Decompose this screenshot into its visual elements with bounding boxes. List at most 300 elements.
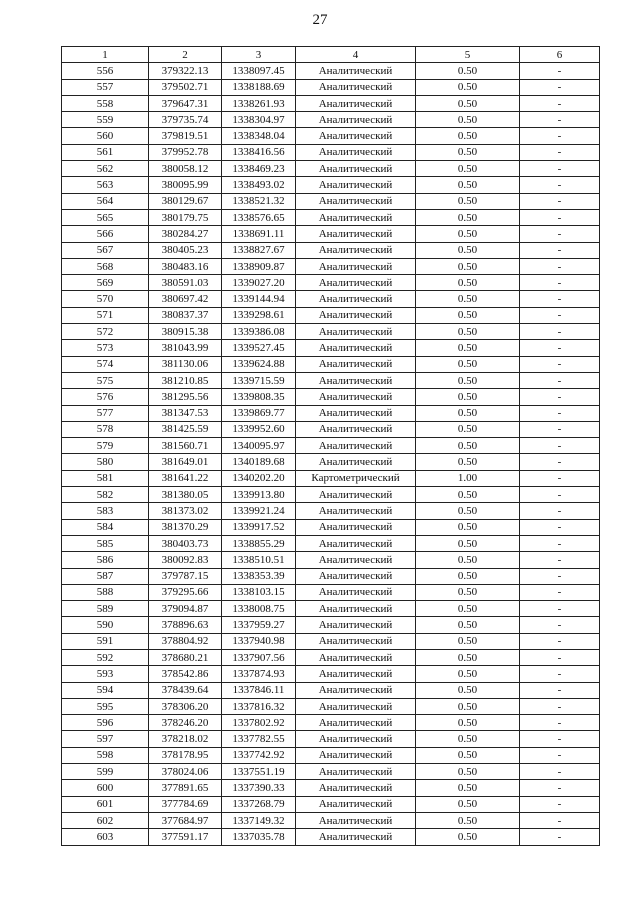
method-cell: Аналитический	[296, 144, 416, 160]
x-coordinate-cell: 380095.99	[149, 177, 222, 193]
method-cell: Аналитический	[296, 356, 416, 372]
point-number-cell: 596	[62, 715, 149, 731]
accuracy-cell: 0.50	[416, 584, 520, 600]
accuracy-cell: 1.00	[416, 470, 520, 486]
x-coordinate-cell: 381347.53	[149, 405, 222, 421]
x-coordinate-cell: 379952.78	[149, 144, 222, 160]
point-number-cell: 574	[62, 356, 149, 372]
point-number-cell: 567	[62, 242, 149, 258]
accuracy-cell: 0.50	[416, 535, 520, 551]
y-coordinate-cell: 1340095.97	[222, 438, 296, 454]
table-row	[62, 79, 600, 95]
note-cell: -	[520, 812, 600, 828]
point-number-cell: 572	[62, 324, 149, 340]
table-row	[62, 584, 600, 600]
y-coordinate-cell: 1337802.92	[222, 715, 296, 731]
note-cell: -	[520, 552, 600, 568]
accuracy-cell: 0.50	[416, 552, 520, 568]
method-cell: Аналитический	[296, 226, 416, 242]
method-cell: Аналитический	[296, 698, 416, 714]
table-row	[62, 812, 600, 828]
accuracy-cell: 0.50	[416, 796, 520, 812]
note-cell: -	[520, 601, 600, 617]
note-cell: -	[520, 372, 600, 388]
accuracy-cell: 0.50	[416, 258, 520, 274]
note-cell: -	[520, 584, 600, 600]
note-cell: -	[520, 421, 600, 437]
y-coordinate-cell: 1339624.88	[222, 356, 296, 372]
accuracy-cell: 0.50	[416, 747, 520, 763]
table-row	[62, 764, 600, 780]
accuracy-cell: 0.50	[416, 95, 520, 111]
note-cell: -	[520, 307, 600, 323]
column-header-1: 1	[62, 47, 149, 63]
x-coordinate-cell: 381370.29	[149, 519, 222, 535]
note-cell: -	[520, 698, 600, 714]
table-row	[62, 242, 600, 258]
note-cell: -	[520, 682, 600, 698]
point-number-cell: 588	[62, 584, 149, 600]
method-cell: Аналитический	[296, 584, 416, 600]
point-number-cell: 589	[62, 601, 149, 617]
y-coordinate-cell: 1337390.33	[222, 780, 296, 796]
point-number-cell: 603	[62, 829, 149, 845]
method-cell: Аналитический	[296, 796, 416, 812]
table-row	[62, 829, 600, 845]
note-cell: -	[520, 258, 600, 274]
point-number-cell: 556	[62, 63, 149, 79]
note-cell: -	[520, 715, 600, 731]
table-row	[62, 666, 600, 682]
x-coordinate-cell: 380129.67	[149, 193, 222, 209]
method-cell: Аналитический	[296, 307, 416, 323]
y-coordinate-cell: 1338827.67	[222, 242, 296, 258]
point-number-cell: 569	[62, 275, 149, 291]
method-cell: Аналитический	[296, 666, 416, 682]
table-row	[62, 780, 600, 796]
method-cell: Аналитический	[296, 535, 416, 551]
note-cell: -	[520, 95, 600, 111]
method-cell: Аналитический	[296, 503, 416, 519]
x-coordinate-cell: 381560.71	[149, 438, 222, 454]
y-coordinate-cell: 1338521.32	[222, 193, 296, 209]
accuracy-cell: 0.50	[416, 731, 520, 747]
method-cell: Аналитический	[296, 372, 416, 388]
y-coordinate-cell: 1338348.04	[222, 128, 296, 144]
accuracy-cell: 0.50	[416, 829, 520, 845]
note-cell: -	[520, 324, 600, 340]
point-number-cell: 578	[62, 421, 149, 437]
accuracy-cell: 0.50	[416, 633, 520, 649]
note-cell: -	[520, 226, 600, 242]
note-cell: -	[520, 764, 600, 780]
point-number-cell: 584	[62, 519, 149, 535]
method-cell: Картометрический	[296, 470, 416, 486]
accuracy-cell: 0.50	[416, 601, 520, 617]
x-coordinate-cell: 380284.27	[149, 226, 222, 242]
y-coordinate-cell: 1338576.65	[222, 209, 296, 225]
note-cell: -	[520, 796, 600, 812]
table-row	[62, 63, 600, 79]
accuracy-cell: 0.50	[416, 454, 520, 470]
y-coordinate-cell: 1338097.45	[222, 63, 296, 79]
method-cell: Аналитический	[296, 193, 416, 209]
method-cell: Аналитический	[296, 731, 416, 747]
note-cell: -	[520, 454, 600, 470]
point-number-cell: 586	[62, 552, 149, 568]
y-coordinate-cell: 1338353.39	[222, 568, 296, 584]
table-row	[62, 470, 600, 486]
x-coordinate-cell: 379502.71	[149, 79, 222, 95]
method-cell: Аналитический	[296, 454, 416, 470]
point-number-cell: 585	[62, 535, 149, 551]
x-coordinate-cell: 379647.31	[149, 95, 222, 111]
x-coordinate-cell: 379295.66	[149, 584, 222, 600]
table-row	[62, 438, 600, 454]
note-cell: -	[520, 568, 600, 584]
method-cell: Аналитический	[296, 829, 416, 845]
point-number-cell: 582	[62, 487, 149, 503]
x-coordinate-cell: 378439.64	[149, 682, 222, 698]
method-cell: Аналитический	[296, 242, 416, 258]
method-cell: Аналитический	[296, 649, 416, 665]
y-coordinate-cell: 1338469.23	[222, 161, 296, 177]
y-coordinate-cell: 1338493.02	[222, 177, 296, 193]
method-cell: Аналитический	[296, 487, 416, 503]
table-body	[62, 63, 600, 845]
accuracy-cell: 0.50	[416, 389, 520, 405]
note-cell: -	[520, 731, 600, 747]
method-cell: Аналитический	[296, 682, 416, 698]
y-coordinate-cell: 1339869.77	[222, 405, 296, 421]
point-number-cell: 593	[62, 666, 149, 682]
note-cell: -	[520, 209, 600, 225]
y-coordinate-cell: 1339386.08	[222, 324, 296, 340]
accuracy-cell: 0.50	[416, 405, 520, 421]
accuracy-cell: 0.50	[416, 63, 520, 79]
y-coordinate-cell: 1340202.20	[222, 470, 296, 486]
x-coordinate-cell: 380915.38	[149, 324, 222, 340]
y-coordinate-cell: 1339952.60	[222, 421, 296, 437]
y-coordinate-cell: 1338008.75	[222, 601, 296, 617]
y-coordinate-cell: 1338691.11	[222, 226, 296, 242]
point-number-cell: 592	[62, 649, 149, 665]
x-coordinate-cell: 378542.86	[149, 666, 222, 682]
point-number-cell: 560	[62, 128, 149, 144]
x-coordinate-cell: 378306.20	[149, 698, 222, 714]
note-cell: -	[520, 193, 600, 209]
table-row	[62, 487, 600, 503]
method-cell: Аналитический	[296, 389, 416, 405]
note-cell: -	[520, 747, 600, 763]
point-number-cell: 561	[62, 144, 149, 160]
page-number: 27	[312, 12, 328, 28]
table-row	[62, 372, 600, 388]
x-coordinate-cell: 377891.65	[149, 780, 222, 796]
accuracy-cell: 0.50	[416, 649, 520, 665]
x-coordinate-cell: 381649.01	[149, 454, 222, 470]
method-cell: Аналитический	[296, 324, 416, 340]
accuracy-cell: 0.50	[416, 698, 520, 714]
y-coordinate-cell: 1337846.11	[222, 682, 296, 698]
y-coordinate-cell: 1339808.35	[222, 389, 296, 405]
table-row	[62, 421, 600, 437]
x-coordinate-cell: 379787.15	[149, 568, 222, 584]
x-coordinate-cell: 380483.16	[149, 258, 222, 274]
note-cell: -	[520, 161, 600, 177]
table-row	[62, 340, 600, 356]
accuracy-cell: 0.50	[416, 112, 520, 128]
point-number-cell: 575	[62, 372, 149, 388]
table-row	[62, 519, 600, 535]
point-number-cell: 563	[62, 177, 149, 193]
point-number-cell: 581	[62, 470, 149, 486]
column-header-3: 3	[222, 47, 296, 63]
point-number-cell: 573	[62, 340, 149, 356]
y-coordinate-cell: 1337940.98	[222, 633, 296, 649]
point-number-cell: 579	[62, 438, 149, 454]
coordinates-table	[61, 46, 600, 846]
y-coordinate-cell: 1337782.55	[222, 731, 296, 747]
y-coordinate-cell: 1338855.29	[222, 535, 296, 551]
point-number-cell: 568	[62, 258, 149, 274]
accuracy-cell: 0.50	[416, 356, 520, 372]
x-coordinate-cell: 378178.95	[149, 747, 222, 763]
point-number-cell: 598	[62, 747, 149, 763]
table-row	[62, 291, 600, 307]
x-coordinate-cell: 377591.17	[149, 829, 222, 845]
method-cell: Аналитический	[296, 747, 416, 763]
accuracy-cell: 0.50	[416, 128, 520, 144]
x-coordinate-cell: 381425.59	[149, 421, 222, 437]
x-coordinate-cell: 380697.42	[149, 291, 222, 307]
accuracy-cell: 0.50	[416, 340, 520, 356]
y-coordinate-cell: 1338416.56	[222, 144, 296, 160]
point-number-cell: 583	[62, 503, 149, 519]
table-row	[62, 226, 600, 242]
x-coordinate-cell: 378218.02	[149, 731, 222, 747]
table-header-row	[62, 47, 600, 63]
method-cell: Аналитический	[296, 715, 416, 731]
accuracy-cell: 0.50	[416, 666, 520, 682]
accuracy-cell: 0.50	[416, 275, 520, 291]
table-row	[62, 177, 600, 193]
note-cell: -	[520, 649, 600, 665]
x-coordinate-cell: 381210.85	[149, 372, 222, 388]
method-cell: Аналитический	[296, 438, 416, 454]
point-number-cell: 570	[62, 291, 149, 307]
x-coordinate-cell: 381641.22	[149, 470, 222, 486]
accuracy-cell: 0.50	[416, 372, 520, 388]
column-header-5: 5	[416, 47, 520, 63]
accuracy-cell: 0.50	[416, 144, 520, 160]
note-cell: -	[520, 242, 600, 258]
table-row	[62, 405, 600, 421]
y-coordinate-cell: 1339917.52	[222, 519, 296, 535]
accuracy-cell: 0.50	[416, 324, 520, 340]
column-header-6: 6	[520, 47, 600, 63]
accuracy-cell: 0.50	[416, 209, 520, 225]
table-row	[62, 715, 600, 731]
table-row	[62, 161, 600, 177]
table-row	[62, 649, 600, 665]
note-cell: -	[520, 666, 600, 682]
method-cell: Аналитический	[296, 258, 416, 274]
accuracy-cell: 0.50	[416, 161, 520, 177]
accuracy-cell: 0.50	[416, 487, 520, 503]
x-coordinate-cell: 379094.87	[149, 601, 222, 617]
y-coordinate-cell: 1339527.45	[222, 340, 296, 356]
point-number-cell: 599	[62, 764, 149, 780]
x-coordinate-cell: 377784.69	[149, 796, 222, 812]
point-number-cell: 576	[62, 389, 149, 405]
accuracy-cell: 0.50	[416, 568, 520, 584]
x-coordinate-cell: 380403.73	[149, 535, 222, 551]
x-coordinate-cell: 379819.51	[149, 128, 222, 144]
accuracy-cell: 0.50	[416, 812, 520, 828]
method-cell: Аналитический	[296, 63, 416, 79]
note-cell: -	[520, 177, 600, 193]
y-coordinate-cell: 1337742.92	[222, 747, 296, 763]
method-cell: Аналитический	[296, 79, 416, 95]
y-coordinate-cell: 1338909.87	[222, 258, 296, 274]
x-coordinate-cell: 377684.97	[149, 812, 222, 828]
method-cell: Аналитический	[296, 568, 416, 584]
method-cell: Аналитический	[296, 95, 416, 111]
table-row	[62, 796, 600, 812]
y-coordinate-cell: 1338188.69	[222, 79, 296, 95]
method-cell: Аналитический	[296, 128, 416, 144]
column-header-2: 2	[149, 47, 222, 63]
note-cell: -	[520, 438, 600, 454]
y-coordinate-cell: 1339144.94	[222, 291, 296, 307]
note-cell: -	[520, 829, 600, 845]
y-coordinate-cell: 1337907.56	[222, 649, 296, 665]
point-number-cell: 600	[62, 780, 149, 796]
y-coordinate-cell: 1338304.97	[222, 112, 296, 128]
table-row	[62, 324, 600, 340]
y-coordinate-cell: 1337816.32	[222, 698, 296, 714]
accuracy-cell: 0.50	[416, 715, 520, 731]
table-row	[62, 95, 600, 111]
point-number-cell: 571	[62, 307, 149, 323]
note-cell: -	[520, 780, 600, 796]
table-row	[62, 503, 600, 519]
point-number-cell: 590	[62, 617, 149, 633]
accuracy-cell: 0.50	[416, 226, 520, 242]
x-coordinate-cell: 380092.83	[149, 552, 222, 568]
method-cell: Аналитический	[296, 209, 416, 225]
note-cell: -	[520, 275, 600, 291]
note-cell: -	[520, 128, 600, 144]
x-coordinate-cell: 381373.02	[149, 503, 222, 519]
note-cell: -	[520, 503, 600, 519]
point-number-cell: 557	[62, 79, 149, 95]
note-cell: -	[520, 405, 600, 421]
table-row	[62, 128, 600, 144]
x-coordinate-cell: 380179.75	[149, 209, 222, 225]
x-coordinate-cell: 378680.21	[149, 649, 222, 665]
accuracy-cell: 0.50	[416, 307, 520, 323]
method-cell: Аналитический	[296, 601, 416, 617]
y-coordinate-cell: 1339913.80	[222, 487, 296, 503]
y-coordinate-cell: 1338103.15	[222, 584, 296, 600]
note-cell: -	[520, 519, 600, 535]
method-cell: Аналитический	[296, 177, 416, 193]
note-cell: -	[520, 487, 600, 503]
point-number-cell: 558	[62, 95, 149, 111]
y-coordinate-cell: 1337959.27	[222, 617, 296, 633]
y-coordinate-cell: 1339027.20	[222, 275, 296, 291]
y-coordinate-cell: 1338261.93	[222, 95, 296, 111]
method-cell: Аналитический	[296, 275, 416, 291]
method-cell: Аналитический	[296, 633, 416, 649]
method-cell: Аналитический	[296, 812, 416, 828]
point-number-cell: 559	[62, 112, 149, 128]
accuracy-cell: 0.50	[416, 421, 520, 437]
method-cell: Аналитический	[296, 421, 416, 437]
table-row	[62, 698, 600, 714]
x-coordinate-cell: 380837.37	[149, 307, 222, 323]
note-cell: -	[520, 356, 600, 372]
table-row	[62, 356, 600, 372]
method-cell: Аналитический	[296, 552, 416, 568]
method-cell: Аналитический	[296, 780, 416, 796]
point-number-cell: 580	[62, 454, 149, 470]
point-number-cell: 587	[62, 568, 149, 584]
point-number-cell: 595	[62, 698, 149, 714]
table-row	[62, 454, 600, 470]
accuracy-cell: 0.50	[416, 682, 520, 698]
table-row	[62, 535, 600, 551]
point-number-cell: 597	[62, 731, 149, 747]
note-cell: -	[520, 63, 600, 79]
accuracy-cell: 0.50	[416, 79, 520, 95]
table-row	[62, 112, 600, 128]
x-coordinate-cell: 381130.06	[149, 356, 222, 372]
note-cell: -	[520, 633, 600, 649]
point-number-cell: 601	[62, 796, 149, 812]
accuracy-cell: 0.50	[416, 764, 520, 780]
point-number-cell: 564	[62, 193, 149, 209]
y-coordinate-cell: 1337874.93	[222, 666, 296, 682]
y-coordinate-cell: 1337035.78	[222, 829, 296, 845]
note-cell: -	[520, 340, 600, 356]
x-coordinate-cell: 379322.13	[149, 63, 222, 79]
y-coordinate-cell: 1339921.24	[222, 503, 296, 519]
point-number-cell: 594	[62, 682, 149, 698]
note-cell: -	[520, 470, 600, 486]
x-coordinate-cell: 380058.12	[149, 161, 222, 177]
accuracy-cell: 0.50	[416, 503, 520, 519]
table-row	[62, 144, 600, 160]
method-cell: Аналитический	[296, 764, 416, 780]
accuracy-cell: 0.50	[416, 519, 520, 535]
accuracy-cell: 0.50	[416, 780, 520, 796]
table-row	[62, 193, 600, 209]
y-coordinate-cell: 1339298.61	[222, 307, 296, 323]
table-row	[62, 307, 600, 323]
table-row	[62, 731, 600, 747]
x-coordinate-cell: 378896.63	[149, 617, 222, 633]
x-coordinate-cell: 378024.06	[149, 764, 222, 780]
method-cell: Аналитический	[296, 161, 416, 177]
y-coordinate-cell: 1337268.79	[222, 796, 296, 812]
method-cell: Аналитический	[296, 291, 416, 307]
table-row	[62, 275, 600, 291]
table-row	[62, 747, 600, 763]
y-coordinate-cell: 1339715.59	[222, 372, 296, 388]
